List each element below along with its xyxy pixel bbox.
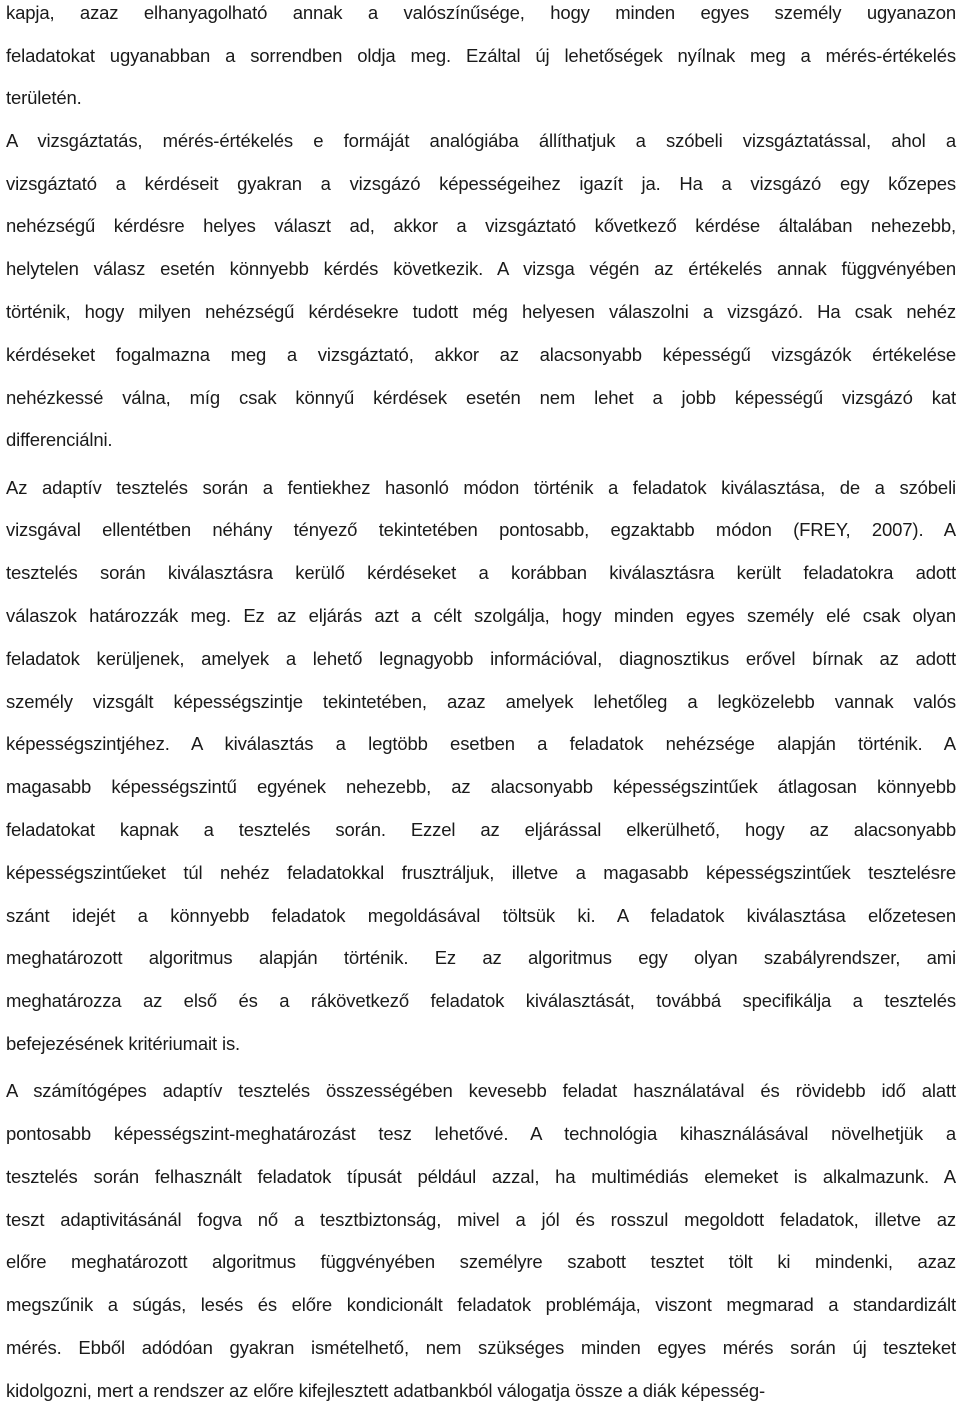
text-line: kérdéseket fogalmazna meg a vizsgáztató, akkor az alacsonyabb képességű vizsgázók értékelése [6, 344, 956, 365]
text-line: területén. [6, 87, 82, 108]
text-line: befejezésének kritériumait is. [6, 1033, 241, 1054]
text-line: válaszok határozzák meg. Ez az eljárás azt a célt szolgálja, hogy minden egyes személy elé csak olyan [6, 605, 956, 626]
text-line: feladatok kerüljenek, amelyek a lehető legnagyobb információval, diagnosztikus erővel bírnak az adott [6, 648, 956, 669]
text-line: előre meghatározott algoritmus függvényében személyre szabott tesztet tölt ki mindenki, azaz [6, 1251, 956, 1272]
text-line: tesztelés során kiválasztásra kerülő kérdéseket a korábban kiválasztásra került feladatokra adott [6, 562, 956, 583]
text-line: képességszintűeket túl nehéz feladatokkal frusztráljuk, illetve a magasabb képességszintűek tesztelésre [6, 862, 956, 883]
text-line: nehézségű kérdésre helyes választ ad, akkor a vizsgáztató kővetkező kérdése általában nehezebb, [6, 215, 956, 236]
text-line: teszt adaptivitásánál fogva nő a tesztbiztonság, mivel a jól és rosszul megoldott feladatok, illetve az [6, 1209, 956, 1230]
text-line: mérés. Ebből adódóan gyakran ismételhető, nem szükséges minden egyes mérés során új teszteket [6, 1337, 956, 1358]
text-line: kidolgozni, mert a rendszer az előre kifejlesztett adatbankból válogatja össze a diák képesség- [6, 1380, 766, 1401]
text-line: megszűnik a súgás, lesés és előre kondicionált feladatok problémája, viszont megmarad a standardizált [6, 1294, 956, 1315]
text-line: A számítógépes adaptív tesztelés összességében kevesebb feladat használatával és rövidebb idő alatt [6, 1080, 956, 1101]
text-line: differenciálni. [6, 429, 113, 450]
text-line: feladatokat ugyanabban a sorrendben oldja meg. Ezáltal új lehetőségek nyílnak meg a mérés-értékelés [6, 45, 956, 66]
text-line: feladatokat kapnak a tesztelés során. Ezzel az eljárással elkerülhető, hogy az alacsonyabb [6, 819, 956, 840]
text-line: vizsgával ellentétben néhány tényező tekintetében pontosabb, egzaktabb módon (FREY, 2007). A [6, 519, 956, 540]
text-line: meghatározott algoritmus alapján történik. Ez az algoritmus egy olyan szabályrendszer, ami [6, 947, 956, 968]
text-line: képességszintjéhez. A kiválasztás a legtöbb esetben a feladatok nehézsége alapján történik. A [6, 733, 956, 754]
text-line: személy vizsgált képességszintje tekintetében, azaz amelyek lehetőleg a legközelebb vannak valós [6, 691, 956, 712]
text-line: A vizsgáztatás, mérés-értékelés e formáját analógiába állíthatjuk a szóbeli vizsgáztatással, ahol a [6, 130, 956, 151]
text-line: meghatározza az első és a rákövetkező feladatok kiválasztását, továbbá specifikálja a tesztelés [6, 990, 956, 1011]
text-line: tesztelés során felhasznált feladatok típusát például azzal, ha multimédiás elemeket is alkalmazunk. A [6, 1166, 956, 1187]
text-line: Az adaptív tesztelés során a fentiekhez hasonló módon történik a feladatok kiválasztása, de a szóbeli [6, 477, 956, 498]
text-line: történik, hogy milyen nehézségű kérdésekre tudott még helyesen válaszolni a vizsgázó. Ha csak nehéz [6, 301, 956, 322]
text-line: helytelen válasz esetén könnyebb kérdés következik. A vizsga végén az értékelés annak függvényében [6, 258, 956, 279]
text-line: magasabb képességszintű egyének nehezebb, az alacsonyabb képességszintűek átlagosan könnyebb [6, 776, 956, 797]
text-line: nehézkessé válna, míg csak könnyű kérdések esetén nem lehet a jobb képességű vizsgázó kat [6, 387, 956, 408]
text-line: vizsgáztató a kérdéseit gyakran a vizsgázó képességeihez igazít ja. Ha a vizsgázó egy kőzepes [6, 173, 956, 194]
text-line: szánt idejét a könnyebb feladatok megoldásával töltsük ki. A feladatok kiválasztása előzetesen [6, 905, 956, 926]
text-line: pontosabb képességszint-meghatározást tesz lehetővé. A technológia kihasználásával növelhetjük a [6, 1123, 956, 1144]
text-line: kapja, azaz elhanyagolható annak a valószínűsége, hogy minden egyes személy ugyanazon [6, 2, 956, 23]
